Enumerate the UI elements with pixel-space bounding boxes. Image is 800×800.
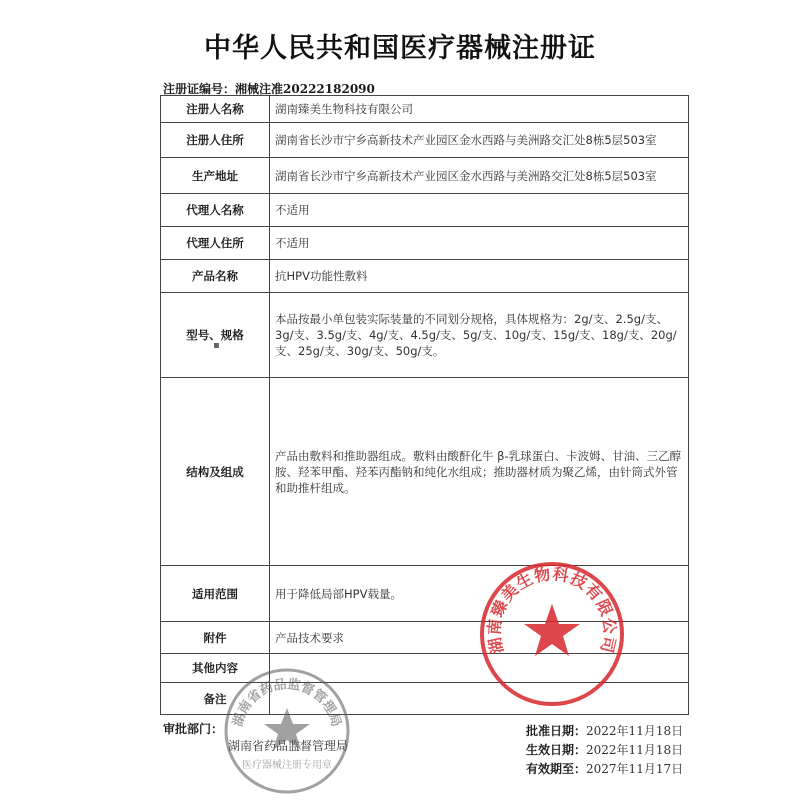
document-title: 中华人民共和国医疗器械注册证 <box>204 33 596 64</box>
approver-line <box>163 720 223 737</box>
row-label: 代理人名称 <box>161 194 270 227</box>
row-label: 结构及组成 <box>161 378 270 566</box>
row-label: 产品名称 <box>161 260 270 293</box>
approver-label: 审批部门： <box>163 722 224 736</box>
row-value: 湖南省长沙市宁乡高新技术产业园区金水西路与美洲路交汇处8栋5层503室 <box>270 158 689 194</box>
company-seal-graphic <box>478 560 626 708</box>
row-value: 本品按最小单包装实际装量的不同划分规格，具体规格为：2g/支、2.5g/支、3g/支、3.5g/支、4g/支、4.5g/支、5g/支、10g/支、15g/支、18g/支、20g/支、25g/支、30g/支、50g/支。 <box>270 293 689 378</box>
table-row <box>161 158 689 194</box>
row-value: 产品由敷料和推助器组成。敷料由酸酐化牛 β-乳球蛋白、卡波姆、甘油、三乙醇胺、羟苯甲酯、羟苯丙酯钠和纯化水组成；推助器材质为聚乙烯，由针筒式外管和助推杆组成。 <box>270 378 689 566</box>
table-row <box>161 96 689 123</box>
table-row <box>161 227 689 260</box>
row-label: 备注 <box>161 683 270 715</box>
agency-seal-bottom-text: 医疗器械注册专用章 <box>242 760 332 771</box>
table-row <box>161 293 689 378</box>
table-row <box>161 378 689 566</box>
row-label: 代理人住所 <box>161 227 270 260</box>
approver-value: 湖南省药品监督管理局 <box>228 739 349 753</box>
agency-seal-graphic <box>222 666 352 796</box>
table-row <box>161 123 689 158</box>
row-value: 产品技术要求 <box>270 622 689 654</box>
row-label: 适用范围 <box>161 566 270 622</box>
approve-date-value: 2022年11月18日 <box>586 724 684 738</box>
row-value: 湖南省长沙市宁乡高新技术产业园区金水西路与美洲路交汇处8栋5层503室 <box>270 123 689 158</box>
approve-date-line <box>526 722 683 739</box>
small-mark: ▪ <box>213 340 220 351</box>
row-value: 用于降低局部HPV载量。 <box>270 566 689 622</box>
row-value: 抗HPV功能性敷料 <box>270 260 689 293</box>
row-label: 生产地址 <box>161 158 270 194</box>
row-label: 注册人名称 <box>161 96 270 123</box>
company-seal <box>478 560 626 708</box>
expiry-date-line <box>526 760 683 777</box>
approve-date-label: 批准日期： <box>526 724 587 738</box>
row-label: 注册人住所 <box>161 123 270 158</box>
row-label: 其他内容 <box>161 654 270 683</box>
row-label: 附件 <box>161 622 270 654</box>
row-value: 湖南臻美生物科技有限公司 <box>270 96 689 123</box>
expiry-date-label: 有效期至： <box>526 762 587 776</box>
effective-date-value: 2022年11月18日 <box>586 743 684 757</box>
row-value: 不适用 <box>270 227 689 260</box>
expiry-date-value: 2027年11月17日 <box>586 762 684 776</box>
row-value: 不适用 <box>270 194 689 227</box>
effective-date-label: 生效日期： <box>526 743 587 757</box>
table-row <box>161 260 689 293</box>
registration-number-label: 注册证编号： <box>163 82 236 96</box>
agency-seal <box>222 666 352 796</box>
table-row <box>161 194 689 227</box>
registration-number-value: 湘械注准20222182090 <box>235 82 375 96</box>
effective-date-line <box>526 741 683 758</box>
company-seal-text: 湖南臻美生物科技有限公司 <box>484 564 620 656</box>
agency-seal-text: 湖南省药品监督管理局 <box>230 677 344 729</box>
row-label: 型号、规格 <box>161 293 270 378</box>
